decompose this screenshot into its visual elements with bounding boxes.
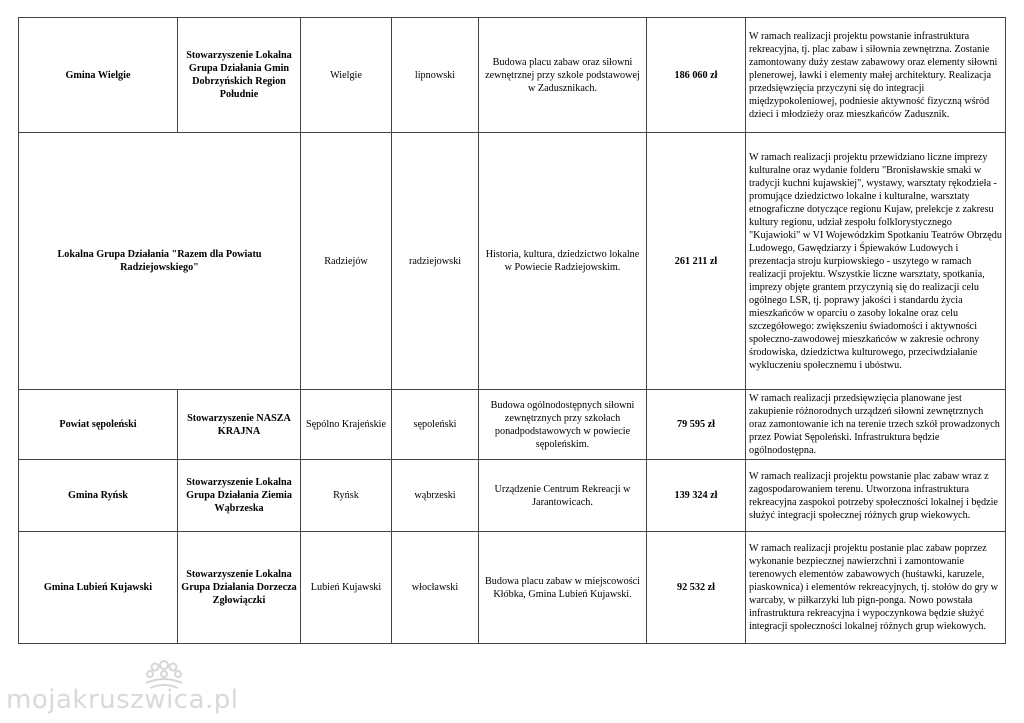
opis-cell: W ramach realizacji projektu powstanie plac zabaw wraz z zagospodarowaniem terenu. Utworzona infrastruktura rekreacyjna zaspokoi potrzeby społeczności lokalnej i będzie służyć integracji społecznej różnych grup wiekowych. [746,460,1006,532]
kwota-cell: 186 060 zł [647,18,746,133]
gmina-cell: Gmina Wielgie [19,18,178,133]
kwota-cell: 261 211 zł [647,133,746,390]
opis-cell: W ramach realizacji przedsięwzięcia planowane jest zakupienie różnorodnych urządzeń siłowni zewnętrznych oraz zamontowanie ich na terenie trzech szkół prowadzonych przez Powiat Sępoleński. Infrastruktura będzie ogólnodostępna. [746,390,1006,460]
kwota-cell: 92 532 zł [647,532,746,644]
tytul-cell: Urządzenie Centrum Rekreacji w Jarantowicach. [479,460,647,532]
table-row [19,390,1006,460]
miejscowosc-cell: Ryńsk [301,460,392,532]
table-row [19,460,1006,532]
opis-cell: W ramach realizacji projektu powstanie infrastruktura rekreacyjna, tj. plac zabaw i siłownia zewnętrzna. Zostanie zamontowany duży zestaw zabawowy oraz elementy siłowni plenerowej, ławki i elementy małej architektury. Realizacja przedsięwzięcia przyczyni się do integracji międzypokoleniowej, podniesie aktywność fizyczną wśród dzieci i młodzieży oraz mieszkańców Zadusznik. [746,18,1006,133]
gmina-cell: Powiat sępoleński [19,390,178,460]
lgd-cell: Stowarzyszenie NASZA KRAJNA [178,390,301,460]
watermark-text: mojakruszwica.pl [6,685,239,715]
powiat-cell: włocławski [392,532,479,644]
opis-cell: W ramach realizacji projektu przewidziano liczne imprezy kulturalne oraz wydanie folderu "Bronisławskie smaki w tradycji kuchni kujawskiej", wystawy, warsztaty rękodzieła - promujące dziedzictwo lokalne i kulturalne, warsztaty etnograficzne dotyczące regionu Kujaw, prelekcje z zakresu kultury regionu, udział zespołu folklorystycznego "Kujawioki" w VI Wojewódzkim Spotkaniu Teatrów Obrzędu Ludowego, Gawędziarzy i Śpiewaków Ludowych i prezentacja stroju kurpiowskiego - uszytego w ramach realizacji projektu. Wszystkie liczne warsztaty, spotkania, imprezy objęte grantem przyczynią się do realizacji celu ogólnego LSR, tj. poprawy jakości i standardu życia mieszkańców w oparciu o zasoby lokalne oraz celu szczegółowego: zwiększeniu świadomości i aktywności społeczno-zawodowej mieszkańców w zakresie ochrony środowiska, dziedzictwa kulturowego, przeciwdziałanie wykluczeniu społecznemu i ubóstwu. [746,133,1006,390]
miejscowosc-cell: Radziejów [301,133,392,390]
table-row [19,532,1006,644]
lgd-cell: Stowarzyszenie Lokalna Grupa Działania Gmin Dobrzyńskich Region Południe [178,18,301,133]
gmina-cell: Gmina Lubień Kujawski [19,532,178,644]
lgd-cell: Stowarzyszenie Lokalna Grupa Działania Ziemia Wąbrzeska [178,460,301,532]
powiat-cell: sępoleński [392,390,479,460]
watermark [6,655,239,717]
table-row [19,18,1006,133]
tytul-cell: Historia, kultura, dziedzictwo lokalne w Powiecie Radziejowskim. [479,133,647,390]
grants-table [18,17,1006,644]
tytul-cell: Budowa placu zabaw w miejscowości Kłóbka, Gmina Lubień Kujawski. [479,532,647,644]
powiat-cell: lipnowski [392,18,479,133]
kwota-cell: 139 324 zł [647,460,746,532]
kwota-cell: 79 595 zł [647,390,746,460]
powiat-cell: wąbrzeski [392,460,479,532]
miejscowosc-cell: Wielgie [301,18,392,133]
miejscowosc-cell: Sępólno Krajeńskie [301,390,392,460]
gmina-cell: Gmina Ryńsk [19,460,178,532]
lgd-cell: Stowarzyszenie Lokalna Grupa Działania Dorzecza Zgłowiączki [178,532,301,644]
table-row [19,133,1006,390]
opis-cell: W ramach realizacji projektu postanie plac zabaw poprzez wykonanie bezpiecznej nawierzchni i zamontowanie terenowych elementów zabawowych (huśtawki, karuzele, piaskownica) i elementów rekreacyjnych, tj. stołów do gry w warcaby, w piłkarzyki lub pign-ponga. Nowo powstała infrastruktura rekreacyjna i wypoczynkowa będzie służyć integracji społeczności lokalnej różnych grup wiekowych. [746,532,1006,644]
miejscowosc-cell: Lubień Kujawski [301,532,392,644]
tytul-cell: Budowa ogólnodostępnych siłowni zewnętrznych przy szkołach ponadpodstawowych w powiecie sępoleńskim. [479,390,647,460]
powiat-cell: radziejowski [392,133,479,390]
gmina-cell: Lokalna Grupa Działania "Razem dla Powiatu Radziejowskiego" [19,133,301,390]
tytul-cell: Budowa placu zabaw oraz siłowni zewnętrznej przy szkole podstawowej w Zadusznikach. [479,18,647,133]
